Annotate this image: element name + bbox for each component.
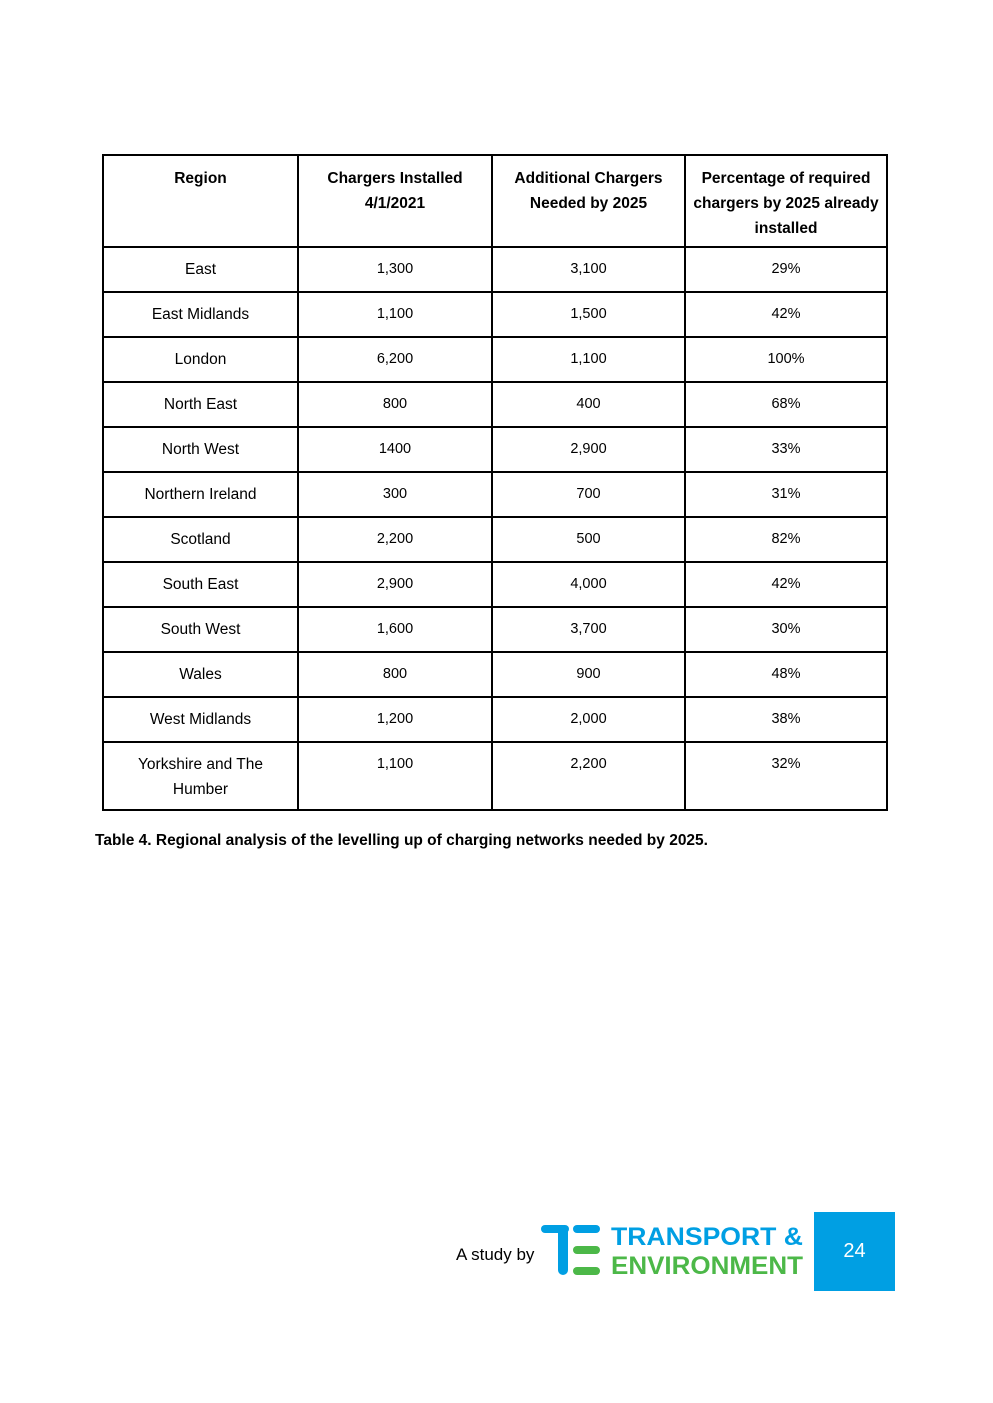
table-row <box>103 562 887 607</box>
cell-percentage: 100% <box>685 337 887 382</box>
cell-installed: 6,200 <box>298 337 492 382</box>
cell-region: Scotland <box>103 517 298 562</box>
cell-additional: 2,900 <box>492 427 685 472</box>
cell-installed: 1400 <box>298 427 492 472</box>
cell-percentage: 29% <box>685 247 887 292</box>
cell-percentage: 42% <box>685 562 887 607</box>
study-by-label: A study by <box>456 1245 535 1264</box>
table-row <box>103 247 887 292</box>
cell-additional: 3,700 <box>492 607 685 652</box>
cell-additional: 900 <box>492 652 685 697</box>
cell-additional: 500 <box>492 517 685 562</box>
cell-region: Yorkshire and The Humber <box>103 742 298 810</box>
cell-region: East <box>103 247 298 292</box>
table-header-row <box>103 155 887 247</box>
cell-percentage: 32% <box>685 742 887 810</box>
table-row <box>103 652 887 697</box>
cell-installed: 1,200 <box>298 697 492 742</box>
cell-region: North West <box>103 427 298 472</box>
cell-additional: 2,200 <box>492 742 685 810</box>
cell-additional: 700 <box>492 472 685 517</box>
cell-additional: 2,000 <box>492 697 685 742</box>
table-row <box>103 742 887 810</box>
cell-percentage: 30% <box>685 607 887 652</box>
cell-installed: 2,900 <box>298 562 492 607</box>
table-row <box>103 337 887 382</box>
cell-region: West Midlands <box>103 697 298 742</box>
cell-installed: 1,300 <box>298 247 492 292</box>
cell-installed: 1,100 <box>298 292 492 337</box>
header-chargers-installed: Chargers Installed 4/1/2021 <box>298 155 492 247</box>
cell-region: London <box>103 337 298 382</box>
cell-percentage: 38% <box>685 697 887 742</box>
cell-region: South East <box>103 562 298 607</box>
table-row <box>103 697 887 742</box>
cell-additional: 4,000 <box>492 562 685 607</box>
table-row <box>103 427 887 472</box>
cell-region: South West <box>103 607 298 652</box>
table-row <box>103 472 887 517</box>
transport-environment-logo <box>541 1222 805 1278</box>
logo-line-2: ENVIRONMENT <box>611 1252 803 1278</box>
cell-installed: 2,200 <box>298 517 492 562</box>
cell-region: Wales <box>103 652 298 697</box>
logo-line-1: TRANSPORT & <box>611 1223 803 1251</box>
cell-installed: 1,600 <box>298 607 492 652</box>
cell-additional: 1,500 <box>492 292 685 337</box>
cell-additional: 1,100 <box>492 337 685 382</box>
header-additional-chargers: Additional Chargers Needed by 2025 <box>492 155 685 247</box>
header-region: Region <box>103 155 298 247</box>
cell-percentage: 31% <box>685 472 887 517</box>
header-percentage-installed: Percentage of required chargers by 2025 already installed <box>685 155 887 247</box>
regional-chargers-table <box>102 154 888 811</box>
table-row <box>103 382 887 427</box>
cell-region: North East <box>103 382 298 427</box>
cell-installed: 1,100 <box>298 742 492 810</box>
cell-additional: 400 <box>492 382 685 427</box>
cell-percentage: 68% <box>685 382 887 427</box>
table-row <box>103 292 887 337</box>
te-mark-icon <box>541 1225 600 1275</box>
cell-installed: 800 <box>298 652 492 697</box>
page-number: 24 <box>814 1212 895 1291</box>
cell-percentage: 33% <box>685 427 887 472</box>
table-row <box>103 607 887 652</box>
cell-percentage: 42% <box>685 292 887 337</box>
cell-region: East Midlands <box>103 292 298 337</box>
cell-additional: 3,100 <box>492 247 685 292</box>
cell-installed: 300 <box>298 472 492 517</box>
cell-percentage: 48% <box>685 652 887 697</box>
cell-installed: 800 <box>298 382 492 427</box>
cell-percentage: 82% <box>685 517 887 562</box>
cell-region: Northern Ireland <box>103 472 298 517</box>
table-caption: Table 4. Regional analysis of the levelling up of charging networks needed by 2025. <box>95 832 708 849</box>
table-row <box>103 517 887 562</box>
